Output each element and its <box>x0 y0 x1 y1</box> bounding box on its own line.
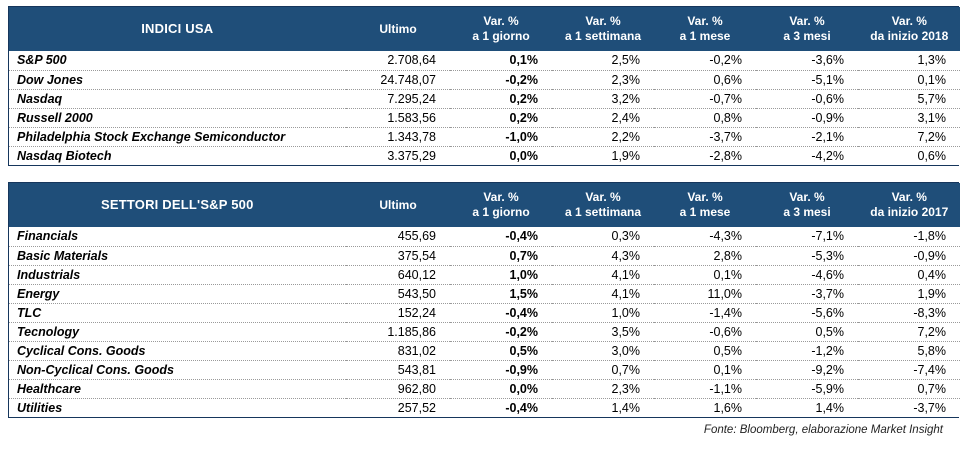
cell-var-inizio-anno: -1,8% <box>858 227 960 246</box>
row-label: Healthcare <box>9 379 346 398</box>
row-label: Nasdaq Biotech <box>9 146 346 165</box>
row-label: Industrials <box>9 265 346 284</box>
row-label: Russell 2000 <box>9 108 346 127</box>
cell-var-1-settimana: 2,4% <box>552 108 654 127</box>
cell-var-3-mesi: -5,6% <box>756 303 858 322</box>
table-row <box>9 127 960 146</box>
settori-sp500-table-header <box>9 183 960 227</box>
cell-ultimo: 831,02 <box>346 341 450 360</box>
cell-var-1-settimana: 1,0% <box>552 303 654 322</box>
table-row <box>9 227 960 246</box>
header-row <box>9 7 960 51</box>
cell-var-1-settimana: 2,2% <box>552 127 654 146</box>
cell-var-1-settimana: 4,1% <box>552 265 654 284</box>
indici-usa-table-header <box>9 7 960 51</box>
column-header-var-inizio-anno: Var. % da inizio 2018 <box>858 7 960 51</box>
cell-var-3-mesi: -4,2% <box>756 146 858 165</box>
cell-ultimo: 1.343,78 <box>346 127 450 146</box>
cell-var-3-mesi: -3,6% <box>756 51 858 70</box>
cell-var-3-mesi: 0,5% <box>756 322 858 341</box>
settori-sp500-table-container <box>8 182 959 418</box>
cell-var-3-mesi: 1,4% <box>756 398 858 417</box>
cell-var-inizio-anno: 1,3% <box>858 51 960 70</box>
row-label: Energy <box>9 284 346 303</box>
column-header-var-1-settimana: Var. % a 1 settimana <box>552 7 654 51</box>
cell-var-1-giorno: 1,0% <box>450 265 552 284</box>
cell-var-1-giorno: -0,2% <box>450 322 552 341</box>
cell-var-1-giorno: 0,0% <box>450 146 552 165</box>
cell-var-1-giorno: -1,0% <box>450 127 552 146</box>
table-row <box>9 341 960 360</box>
column-header-var-3-mesi: Var. % a 3 mesi <box>756 183 858 227</box>
cell-var-1-giorno: -0,4% <box>450 227 552 246</box>
cell-var-inizio-anno: 0,1% <box>858 70 960 89</box>
cell-var-1-giorno: -0,4% <box>450 303 552 322</box>
column-header-var-1-mese: Var. % a 1 mese <box>654 183 756 227</box>
cell-var-1-mese: 0,8% <box>654 108 756 127</box>
cell-var-1-settimana: 3,2% <box>552 89 654 108</box>
column-header-title: SETTORI DELL'S&P 500 <box>9 183 346 227</box>
cell-var-3-mesi: -5,1% <box>756 70 858 89</box>
cell-var-inizio-anno: 5,7% <box>858 89 960 108</box>
cell-var-1-settimana: 2,5% <box>552 51 654 70</box>
cell-var-3-mesi: -0,9% <box>756 108 858 127</box>
table-row <box>9 322 960 341</box>
cell-var-1-settimana: 3,5% <box>552 322 654 341</box>
cell-var-1-mese: -0,2% <box>654 51 756 70</box>
cell-var-inizio-anno: 0,4% <box>858 265 960 284</box>
cell-var-1-giorno: 0,0% <box>450 379 552 398</box>
cell-var-1-mese: -0,7% <box>654 89 756 108</box>
cell-var-3-mesi: -7,1% <box>756 227 858 246</box>
column-header-var-inizio-anno: Var. % da inizio 2017 <box>858 183 960 227</box>
row-label: Nasdaq <box>9 89 346 108</box>
column-header-var-1-settimana: Var. % a 1 settimana <box>552 183 654 227</box>
cell-var-1-mese: 0,5% <box>654 341 756 360</box>
cell-ultimo: 543,50 <box>346 284 450 303</box>
cell-ultimo: 257,52 <box>346 398 450 417</box>
table-row <box>9 303 960 322</box>
cell-var-inizio-anno: 7,2% <box>858 322 960 341</box>
row-label: Cyclical Cons. Goods <box>9 341 346 360</box>
cell-var-3-mesi: -1,2% <box>756 341 858 360</box>
column-header-title: INDICI USA <box>9 7 346 51</box>
cell-ultimo: 455,69 <box>346 227 450 246</box>
cell-var-1-giorno: 0,2% <box>450 108 552 127</box>
column-header-ultimo: Ultimo <box>346 183 450 227</box>
cell-var-1-settimana: 2,3% <box>552 70 654 89</box>
column-header-var-3-mesi: Var. % a 3 mesi <box>756 7 858 51</box>
table-gap <box>8 166 959 182</box>
cell-var-1-mese: -3,7% <box>654 127 756 146</box>
cell-var-inizio-anno: 1,9% <box>858 284 960 303</box>
row-label: S&P 500 <box>9 51 346 70</box>
cell-var-3-mesi: -5,9% <box>756 379 858 398</box>
cell-var-1-settimana: 4,3% <box>552 246 654 265</box>
row-label: TLC <box>9 303 346 322</box>
cell-var-3-mesi: -4,6% <box>756 265 858 284</box>
table-row <box>9 398 960 417</box>
table-row <box>9 89 960 108</box>
cell-var-1-mese: 1,6% <box>654 398 756 417</box>
cell-var-inizio-anno: -3,7% <box>858 398 960 417</box>
header-row <box>9 183 960 227</box>
cell-ultimo: 2.708,64 <box>346 51 450 70</box>
cell-ultimo: 7.295,24 <box>346 89 450 108</box>
table-row <box>9 70 960 89</box>
row-label: Philadelphia Stock Exchange Semiconductor <box>9 127 346 146</box>
source-note: Fonte: Bloomberg, elaborazione Market Insight <box>703 424 943 436</box>
cell-var-inizio-anno: 5,8% <box>858 341 960 360</box>
table-row <box>9 284 960 303</box>
settori-sp500-table-body <box>9 227 960 417</box>
cell-ultimo: 375,54 <box>346 246 450 265</box>
cell-ultimo: 640,12 <box>346 265 450 284</box>
cell-var-inizio-anno: 3,1% <box>858 108 960 127</box>
table-row <box>9 379 960 398</box>
table-row <box>9 51 960 70</box>
cell-var-1-settimana: 0,3% <box>552 227 654 246</box>
cell-var-1-giorno: 1,5% <box>450 284 552 303</box>
indici-usa-table <box>9 7 960 165</box>
row-label: Tecnology <box>9 322 346 341</box>
cell-var-3-mesi: -0,6% <box>756 89 858 108</box>
cell-var-1-mese: -0,6% <box>654 322 756 341</box>
column-header-var-1-giorno: Var. % a 1 giorno <box>450 7 552 51</box>
cell-var-inizio-anno: -8,3% <box>858 303 960 322</box>
column-header-var-1-giorno: Var. % a 1 giorno <box>450 183 552 227</box>
cell-ultimo: 152,24 <box>346 303 450 322</box>
cell-var-1-mese: 0,1% <box>654 265 756 284</box>
cell-ultimo: 24.748,07 <box>346 70 450 89</box>
cell-var-1-giorno: 0,7% <box>450 246 552 265</box>
table-row <box>9 265 960 284</box>
cell-ultimo: 543,81 <box>346 360 450 379</box>
cell-var-1-giorno: -0,9% <box>450 360 552 379</box>
cell-ultimo: 962,80 <box>346 379 450 398</box>
column-header-var-1-mese: Var. % a 1 mese <box>654 7 756 51</box>
cell-ultimo: 1.185,86 <box>346 322 450 341</box>
cell-var-1-mese: -2,8% <box>654 146 756 165</box>
cell-var-inizio-anno: 0,6% <box>858 146 960 165</box>
cell-var-1-mese: -4,3% <box>654 227 756 246</box>
table-row <box>9 108 960 127</box>
cell-var-inizio-anno: 0,7% <box>858 379 960 398</box>
row-label: Basic Materials <box>9 246 346 265</box>
cell-var-1-mese: 2,8% <box>654 246 756 265</box>
cell-var-inizio-anno: -0,9% <box>858 246 960 265</box>
cell-var-1-giorno: -0,2% <box>450 70 552 89</box>
cell-var-1-mese: 0,6% <box>654 70 756 89</box>
table-row <box>9 146 960 165</box>
row-label: Utilities <box>9 398 346 417</box>
cell-var-1-settimana: 1,4% <box>552 398 654 417</box>
cell-var-1-mese: -1,4% <box>654 303 756 322</box>
cell-ultimo: 1.583,56 <box>346 108 450 127</box>
cell-var-3-mesi: -9,2% <box>756 360 858 379</box>
cell-var-1-settimana: 4,1% <box>552 284 654 303</box>
cell-var-1-mese: 0,1% <box>654 360 756 379</box>
cell-var-3-mesi: -3,7% <box>756 284 858 303</box>
indici-usa-table-body <box>9 51 960 165</box>
table-row <box>9 360 960 379</box>
cell-ultimo: 3.375,29 <box>346 146 450 165</box>
cell-var-inizio-anno: -7,4% <box>858 360 960 379</box>
column-header-ultimo: Ultimo <box>346 7 450 51</box>
cell-var-1-giorno: 0,1% <box>450 51 552 70</box>
cell-var-1-settimana: 2,3% <box>552 379 654 398</box>
cell-var-1-mese: 11,0% <box>654 284 756 303</box>
settori-sp500-table <box>9 183 960 417</box>
row-label: Dow Jones <box>9 70 346 89</box>
cell-var-1-giorno: -0,4% <box>450 398 552 417</box>
cell-var-3-mesi: -2,1% <box>756 127 858 146</box>
cell-var-1-giorno: 0,5% <box>450 341 552 360</box>
cell-var-1-mese: -1,1% <box>654 379 756 398</box>
row-label: Financials <box>9 227 346 246</box>
row-label: Non-Cyclical Cons. Goods <box>9 360 346 379</box>
cell-var-1-settimana: 0,7% <box>552 360 654 379</box>
indici-usa-table-container <box>8 6 959 166</box>
cell-var-1-giorno: 0,2% <box>450 89 552 108</box>
table-row <box>9 246 960 265</box>
cell-var-3-mesi: -5,3% <box>756 246 858 265</box>
cell-var-1-settimana: 3,0% <box>552 341 654 360</box>
cell-var-inizio-anno: 7,2% <box>858 127 960 146</box>
cell-var-1-settimana: 1,9% <box>552 146 654 165</box>
